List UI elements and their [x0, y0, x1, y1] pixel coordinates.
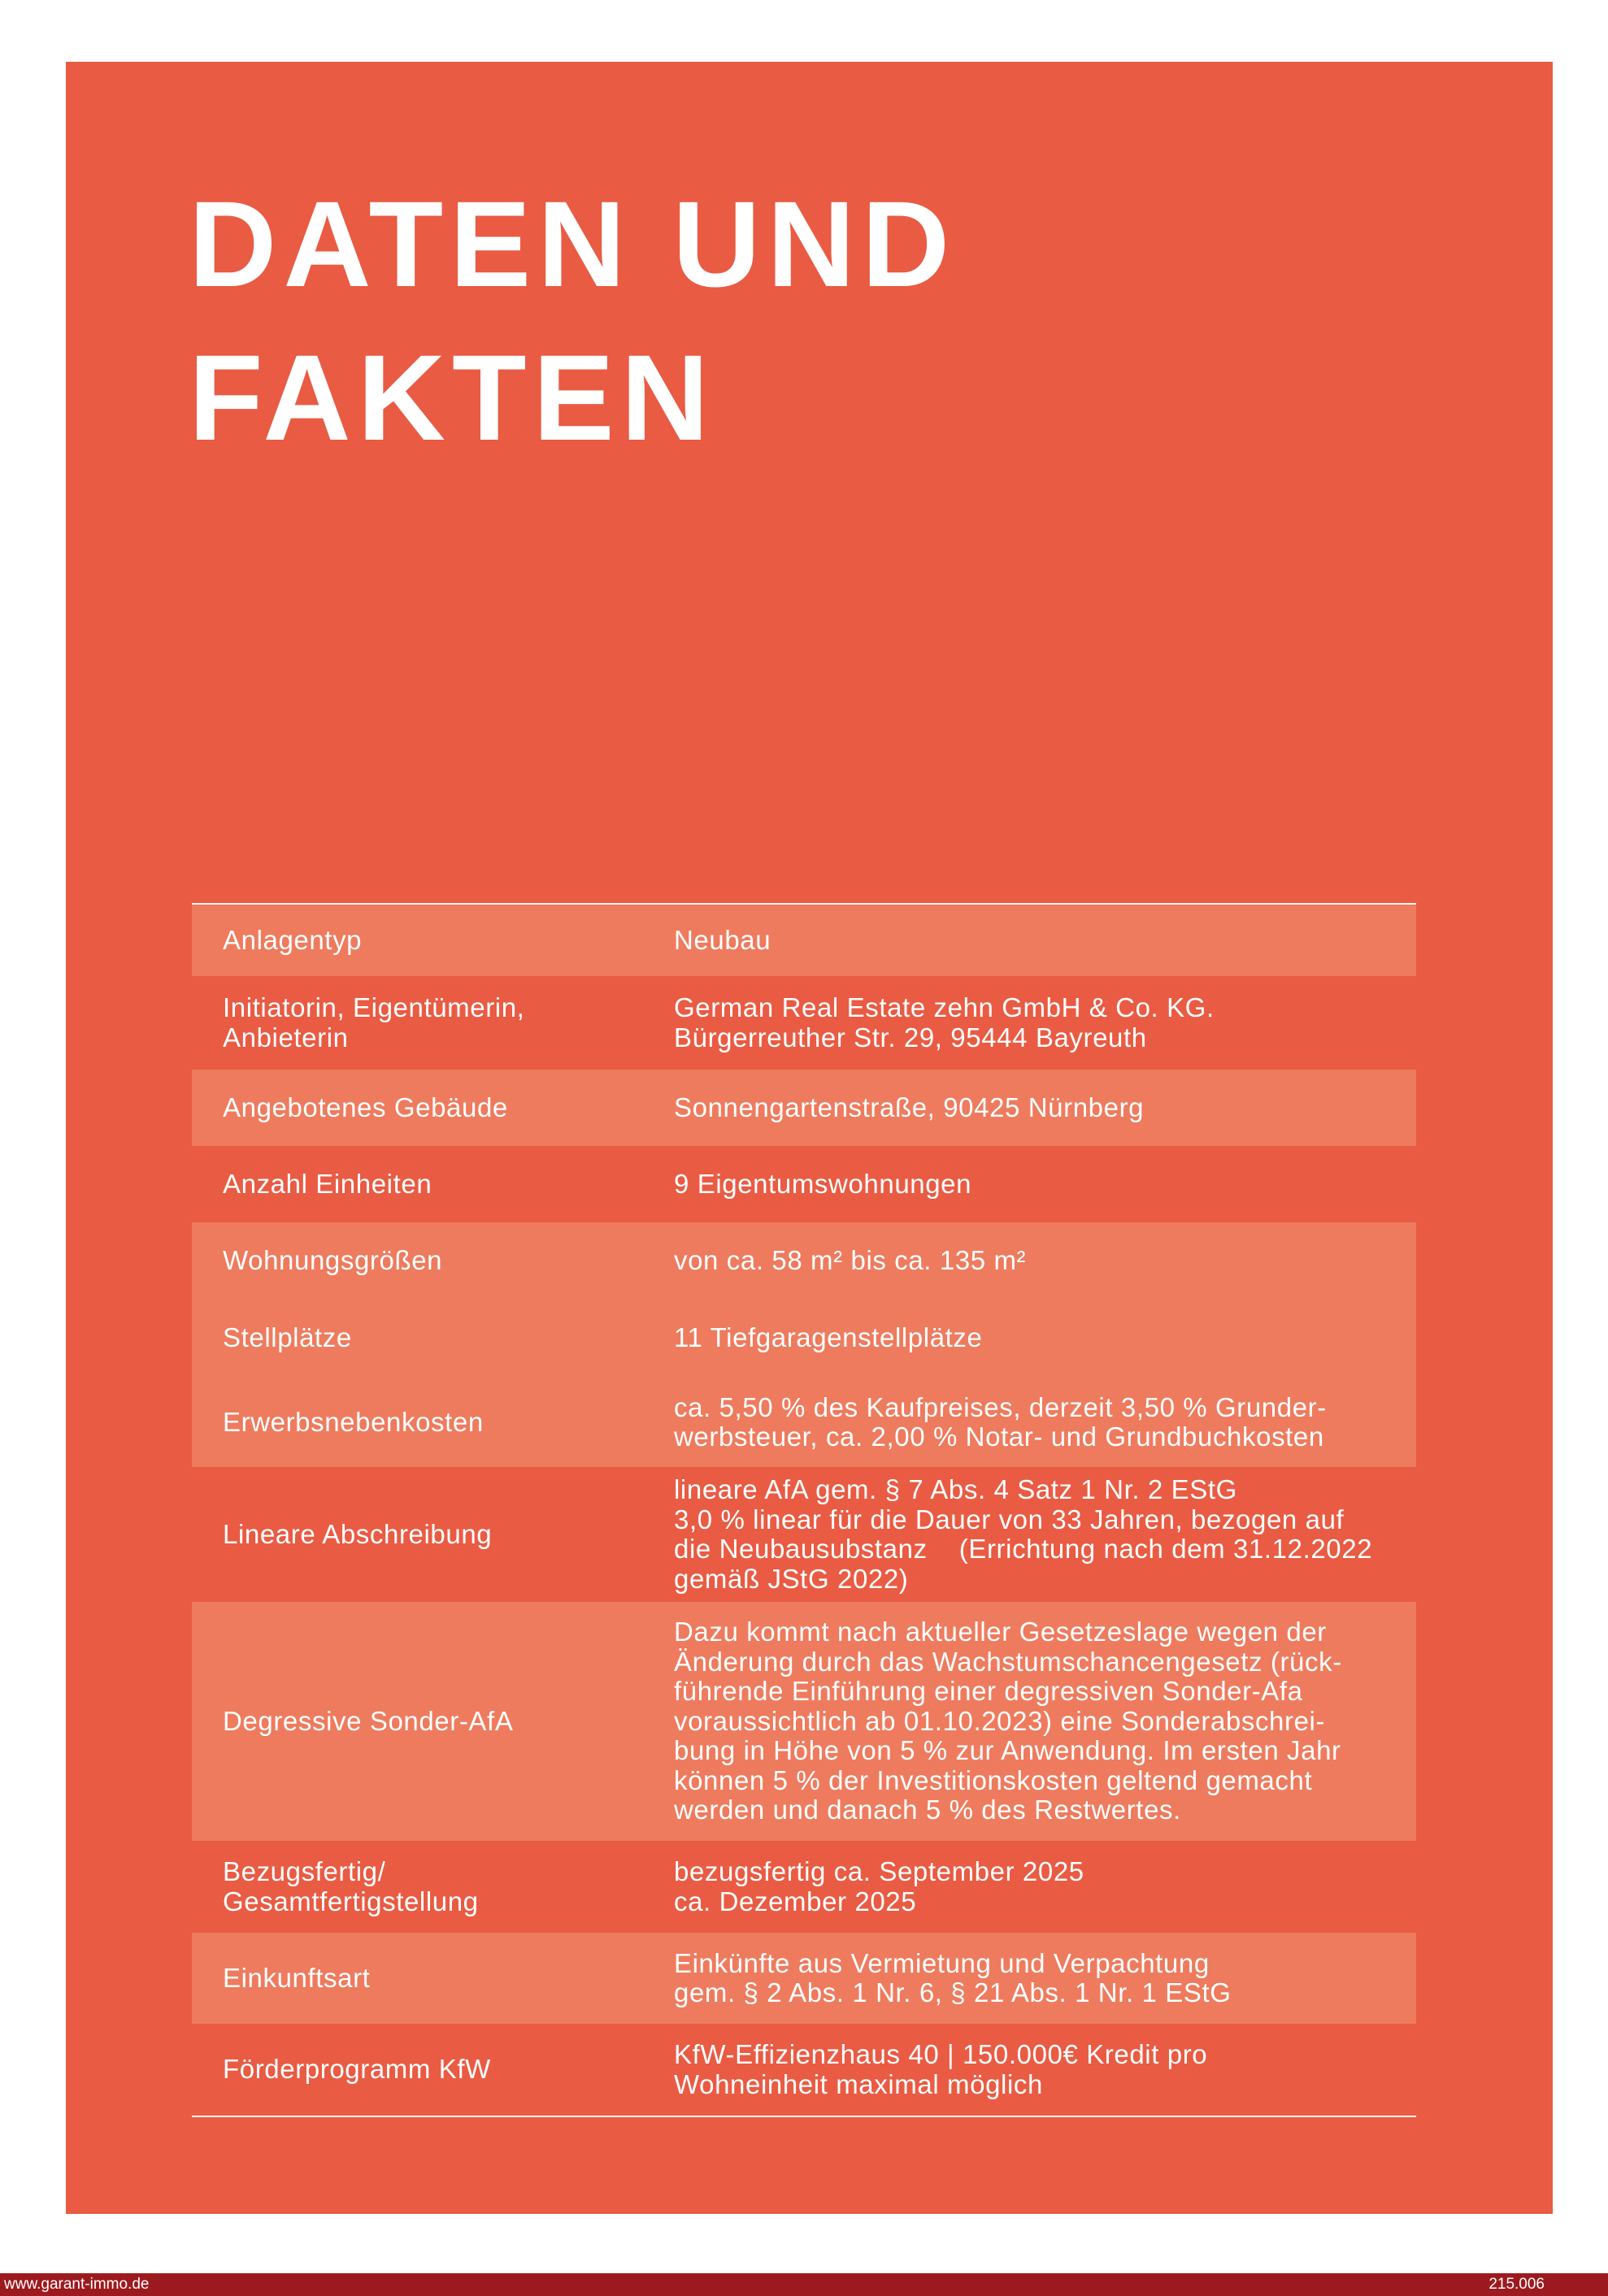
- row-value: [674, 1475, 1416, 1594]
- label-line: Förderprogramm KfW: [223, 2054, 491, 2085]
- row-erwerbsnebenkosten: [192, 1378, 1416, 1467]
- row-value: [674, 1949, 1416, 2008]
- page-title: [189, 167, 956, 475]
- value-line: 3,0 % linear für die Dauer von 33 Jahren, bezogen auf: [674, 1504, 1345, 1534]
- value-line: können 5 % der Investitionskosten geltend gemacht: [674, 1764, 1313, 1795]
- value-line: führende Einführung einer degressiven Sonder-Afa: [674, 1676, 1303, 1707]
- value-line: von ca. 58 m² bis ca. 135 m²: [674, 1244, 1027, 1275]
- title-line: FAKTEN: [189, 329, 715, 466]
- value-line: KfW-Effizienzhaus 40 | 150.000€ Kredit pro: [674, 2039, 1208, 2069]
- row-foerderprogramm-kfw: [192, 2024, 1416, 2116]
- row-value: [674, 1323, 1416, 1353]
- row-value: [674, 1857, 1416, 1916]
- label-line: Initiatorin, Eigentümerin,: [223, 992, 525, 1022]
- value-line: gemäß JStG 2022): [674, 1563, 909, 1594]
- row-value: [674, 926, 1416, 956]
- row-angebotenes-gebaeude: [192, 1070, 1416, 1146]
- value-line: Dazu kommt nach aktueller Gesetzeslage wegen der: [674, 1617, 1327, 1647]
- row-value: [674, 2040, 1416, 2099]
- value-line: 11 Tiefgaragenstellplätze: [674, 1322, 983, 1353]
- row-label: [192, 926, 674, 956]
- label-line: Anlagentyp: [223, 924, 363, 955]
- title-line: DATEN UND: [189, 176, 957, 312]
- row-stellplaetze: [192, 1299, 1416, 1378]
- label-line: Einkunftsart: [223, 1962, 371, 1993]
- facts-panel: [66, 62, 1553, 2214]
- value-line: ca. Dezember 2025: [674, 1886, 917, 1916]
- row-label: [192, 993, 674, 1053]
- row-label: [192, 1964, 674, 1994]
- row-label: [192, 1093, 674, 1123]
- value-line: Neubau: [674, 924, 771, 955]
- row-value: [674, 993, 1416, 1053]
- value-line: bezugsfertig ca. September 2025: [674, 1856, 1084, 1886]
- value-line: ca. 5,50 % des Kaufpreises, derzeit 3,50 % Grunder-: [674, 1391, 1327, 1422]
- value-line: lineare AfA gem. § 7 Abs. 4 Satz 1 Nr. 2 EStG: [674, 1474, 1237, 1504]
- row-label: [192, 1246, 674, 1276]
- label-line: Stellplätze: [223, 1322, 352, 1353]
- label-line: Wohnungsgrößen: [223, 1244, 443, 1275]
- row-value: [674, 1170, 1416, 1200]
- row-value: [674, 1093, 1416, 1123]
- value-line: Sonnengartenstraße, 90425 Nürnberg: [674, 1092, 1145, 1122]
- row-label: [192, 1408, 674, 1438]
- row-degressive-sonder-afa: [192, 1602, 1416, 1841]
- label-line: Anzahl Einheiten: [223, 1168, 432, 1199]
- label-line: Anbieterin: [223, 1022, 349, 1053]
- row-lineare-abschreibung: [192, 1467, 1416, 1602]
- value-line: Einkünfte aus Vermietung und Verpachtung: [674, 1947, 1210, 1978]
- footer-website: www.garant-immo.de: [4, 2276, 150, 2293]
- value-line: werden und danach 5 % des Restwertes.: [674, 1795, 1181, 1825]
- row-label: [192, 2055, 674, 2085]
- value-line: gem. § 2 Abs. 1 Nr. 6, § 21 Abs. 1 Nr. 1 EStG: [674, 1977, 1232, 2007]
- row-einkunftsart: [192, 1933, 1416, 2024]
- label-line: Gesamtfertigstellung: [223, 1886, 479, 1916]
- row-value: [674, 1393, 1416, 1452]
- footer-code: 215.006: [1488, 2276, 1545, 2293]
- row-label: [192, 1323, 674, 1353]
- row-value: [674, 1617, 1416, 1825]
- row-initiatorin: [192, 976, 1416, 1070]
- footer-bar: [0, 2273, 1608, 2296]
- row-value: [674, 1246, 1416, 1276]
- value-line: Wohneinheit maximal möglich: [674, 2068, 1043, 2099]
- value-line: German Real Estate zehn GmbH & Co. KG.: [674, 992, 1215, 1022]
- value-line: die Neubausubstanz (Errichtung nach dem 31.12.2022: [674, 1534, 1373, 1564]
- value-line: werbsteuer, ca. 2,00 % Notar- und Grundbuchkosten: [674, 1421, 1324, 1452]
- row-label: [192, 1170, 674, 1200]
- label-line: Bezugsfertig/: [223, 1856, 386, 1886]
- row-anlagentyp: [192, 905, 1416, 976]
- row-wohnungsgroessen: [192, 1222, 1416, 1299]
- value-line: Bürgerreuther Str. 29, 95444 Bayreuth: [674, 1022, 1147, 1053]
- value-line: 9 Eigentumswohnungen: [674, 1168, 972, 1199]
- row-anzahl-einheiten: [192, 1146, 1416, 1222]
- row-bezugsfertig: [192, 1841, 1416, 1933]
- label-line: Angebotenes Gebäude: [223, 1092, 508, 1122]
- value-line: bung in Höhe von 5 % zur Anwendung. Im ersten Jahr: [674, 1735, 1341, 1766]
- value-line: Änderung durch das Wachstumschancengesetz (rück-: [674, 1646, 1342, 1677]
- row-label: [192, 1520, 674, 1550]
- label-line: Erwerbsnebenkosten: [223, 1406, 484, 1437]
- value-line: voraussichtlich ab 01.10.2023) eine Sonderabschrei-: [674, 1705, 1326, 1736]
- row-label: [192, 1857, 674, 1916]
- facts-table: [192, 903, 1416, 2117]
- label-line: Degressive Sonder-AfA: [223, 1705, 514, 1736]
- row-label: [192, 1707, 674, 1737]
- label-line: Lineare Abschreibung: [223, 1518, 493, 1549]
